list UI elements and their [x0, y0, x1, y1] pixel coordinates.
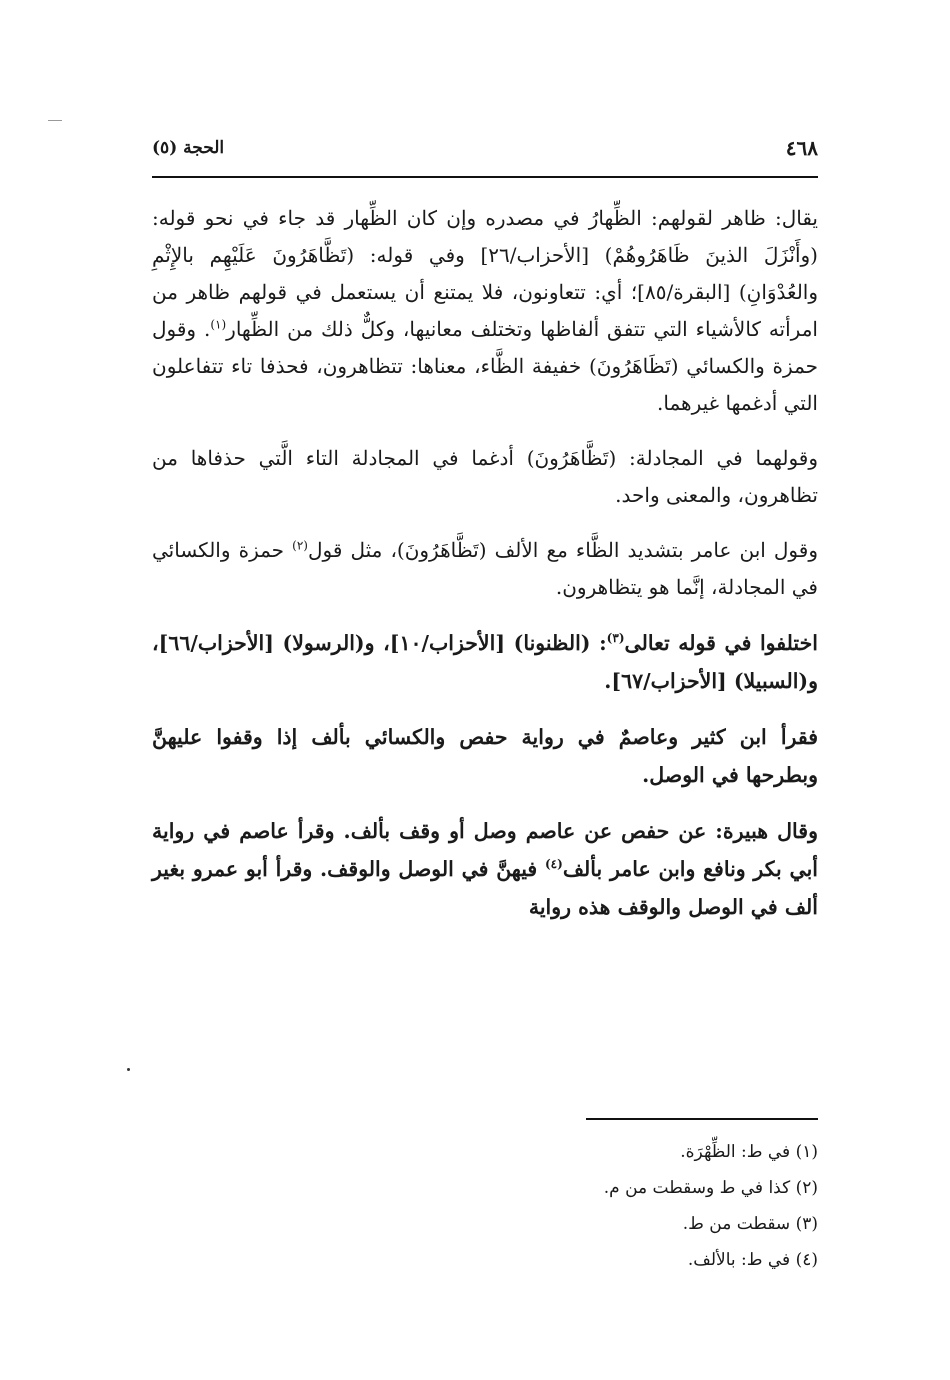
paragraph: [152, 812, 818, 926]
page-header: [152, 120, 818, 176]
footnote-rule: [586, 1118, 818, 1120]
margin-mark: [48, 120, 62, 121]
footnote-marker: (١): [210, 317, 227, 332]
paragraph: [152, 532, 818, 606]
text-run: وقال هبيرة: عن حفص عن عاصم وصل أو وقف بألف. وقرأ عاصم في رواية أبي بكر ونافع وابن عامر بألف: [152, 819, 818, 881]
header-rule: [152, 176, 818, 178]
footnote-marker: (٣): [606, 631, 625, 646]
paragraph: [152, 718, 818, 794]
text-run: فقرأ ابن كثير وعاصمٌ في رواية حفص والكسائي بألف إذا وقفوا عليهنَّ وبطرحها في الوصل.: [152, 725, 818, 787]
footnotes: [152, 1134, 818, 1278]
text-run: يقال: ظاهر لقولهم: الظِّهارُ في مصدره وإن كان الظِّهار قد جاء في نحو قوله: (وأَنْزَلَ الذينَ ظَاهَرُوهُمْ) [الأحزاب/٢٦] وفي قوله: (تَظَّاهَرُونَ عَلَيْهِم بالإِثْمِ والعُدْوَانِ) [البقرة/٨٥]؛ أي: تتعاونون، فلا يمتنع أن يستعمل في قولهم ظاهر من امرأته كالأشياء التي تتفق ألفاظها وتختلف معانيها، وكلٌّ ذلك من الظِّهار: [152, 206, 819, 341]
page-number: ٤٦٨: [785, 136, 818, 160]
running-title: الحجة (٥): [152, 138, 225, 158]
main-text: [152, 200, 818, 944]
ink-dot: [127, 1068, 130, 1071]
paragraph: [152, 200, 818, 422]
text-run: اختلفوا في قوله تعالى: [624, 631, 818, 655]
footnote: (١) في ط: الظِّهْرَة.: [680, 1142, 818, 1162]
paragraph: [152, 624, 818, 700]
footnote-marker: (٤): [544, 857, 563, 872]
footnote: (٢) كذا في ط وسقطت من م.: [603, 1178, 818, 1198]
footnote-marker: (٢): [292, 538, 308, 553]
text-run: . وقول حمزة والكسائي (تَظَاهَرُونَ) خفيفة الظَّاء، معناها: تتظاهرون، فحذفا تاء تتفاعلون التي أدغمها غيرهما.: [152, 317, 818, 415]
text-run: حمزة والكسائي في المجادلة، إنَّما هو يتظاهرون.: [152, 538, 818, 599]
footnote: (٣) سقطت من ط.: [682, 1214, 818, 1234]
footnote: (٤) في ط: بالألف.: [687, 1250, 818, 1270]
text-run: : (الظنونا) [الأحزاب/١٠]، و(الرسولا) [الأحزاب/٦٦]، و(السبيلا) [الأحزاب/٦٧].: [152, 631, 818, 693]
text-run: وقولهما في المجادلة: (تَظَّاهَرُونَ) أدغما في المجادلة التاء الَّتي حذفاها من تظاهرون، والمعنى واحد.: [152, 446, 818, 507]
text-run: وقول ابن عامر بتشديد الظَّاء مع الألف (تَظَّاهَرُونَ)، مثل قول: [307, 538, 818, 562]
text-run: فيهنَّ في الوصل والوقف. وقرأ أبو عمرو بغير ألف في الوصل والوقف هذه رواية: [152, 857, 818, 919]
paragraph: [152, 440, 818, 514]
